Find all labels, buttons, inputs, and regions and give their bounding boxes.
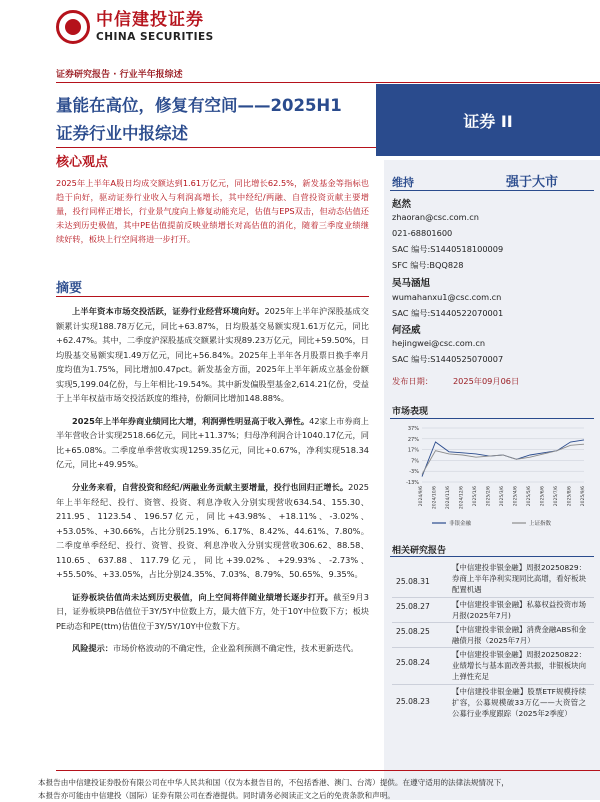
analyst-sac: SAC 编号:S1440518100009 [392,244,504,254]
chart-x-tick-label: 2025/3/6 [500,486,505,507]
abstract-body [56,304,369,664]
chart-x-tick-label: 2025/4/6 [513,486,519,507]
chart-x-tick-label: 2025/7/6 [554,486,559,507]
abstract-paragraph [56,641,369,656]
analyst-name: 何泾威 [392,325,421,336]
analyst-email[interactable]: wumahanxu1@csc.com.cn [392,292,502,302]
paragraph-lead: 分业务来看，自营投资和经纪/两融业务贡献主要增量，投行也回归正增长。 [72,482,349,493]
analyst-email[interactable]: hejingwei@csc.com.cn [392,338,486,348]
abstract-paragraph [56,480,369,582]
abstract-divider [56,296,369,297]
analyst-email[interactable]: zhaoran@csc.com.cn [392,212,479,222]
chart-x-tick-label: 2024/9/6 [419,486,424,507]
market-heading: 市场表现 [392,407,429,417]
paragraph-text: 市场价格波动的不确定性，企业盈利预测不确定性，技术更新迭代。 [112,643,359,654]
chart-x-tick-label: 2025/5/6 [527,486,532,507]
related-report-date: 25.08.31 [396,577,430,586]
chart-x-tick-label: 2024/11/6 [446,486,451,510]
related-report-title[interactable]: 【中信建投非银金融】周报20250829：券商上半年净利实现同比高增，看好板块配置机遇 [452,563,586,594]
report-title-line1: 量能在高位，修复有空间——2025H1 [56,96,342,115]
core-view-heading: 核心观点 [56,155,109,170]
analyst-phone: 021-68801600 [392,228,453,238]
related-divider [390,556,594,557]
abstract-heading: 摘要 [56,281,83,296]
core-view-text: 2025年上半年A股日均成交额达到1.61万亿元，同比增长62.5%，新发基金等指标也趋于向好，驱动证券行业收入与利润高增长，其中经纪/两融、自营投资贡献主要增量，投行同样正增长，行业景气度向上修复动能充足，估值与EPS双击，但动态估值还未达到历史极值，其中PE估值提前反映业绩增长对高估值的消化，随着三季度业绩继续好转，板块上行空间将进一步打开。 [56,178,369,245]
related-report-title[interactable]: 【中信建投非银金融】消费金融ABS和金融债月报（2025年7月） [452,625,586,645]
analyst-sfc: SFC 编号:BQQ828 [392,260,464,270]
rating-divider [390,190,594,191]
paragraph-lead: 风险提示： [72,643,113,654]
paragraph-text: 截至9月3日，证券板块PB估值位于3Y/5Y中位数上方，最大值下方，处于10Y中位数下方；板块PE动态和PE(ttm)估值位于3Y/5Y/10Y中位数下方。 [56,591,369,631]
logo-english-name: CHINA SECURITIES [96,30,214,43]
footer-divider [56,770,600,771]
chart-y-tick-label: -3% [409,469,419,476]
related-separator [392,684,594,685]
paragraph-lead: 上半年资本市场交投活跃，证券行业经营环境向好。 [72,306,265,316]
breadcrumb: 证券研究报告 · 行业半年报综述 [56,70,183,80]
market-divider [390,418,594,419]
disclaimer [38,776,598,802]
publish-date-value: 2025年09月06日 [452,376,520,386]
related-report-date: 25.08.23 [396,697,430,706]
chart-legend-label: 非银金融 [449,521,472,527]
analyst-name: 吴马涵旭 [392,278,431,289]
paragraph-lead: 证券板块估值尚未达到历史极值，向上空间将伴随业绩增长逐步打开。 [72,591,334,602]
market-performance-chart [392,422,592,534]
related-separator [392,597,594,598]
sector-tag-band [376,84,600,156]
related-report-date: 25.08.25 [396,627,430,636]
chart-x-tick-label: 2025/2/6 [486,486,492,507]
chart-y-tick-label: 37% [407,426,419,432]
paragraph-text: 2025年上半年经纪、投行、资管、投资、利息净收入分别实现营收634.54、155.30、211.95、1123.54、196.57亿元，同比+43.98%、+18.11%、-3.02%、+53.05%、+30.66%，占比分别25.19%、6.17%、8.42%、44.61%、7.80%。二季度单季经纪、投行、资管、投资、利息净收入分别实现营收306.62、88.58、110.65、637.88、117.79亿元，同比+39.02%、+29.93%、-2.73%、+55.50%、+33.05%，占比分别24.35%、7.03%、8.79%、50.65%、9.35%。 [56,482,369,580]
related-report-date: 25.08.24 [396,658,430,667]
abstract-paragraph [56,304,369,406]
related-separator [392,622,594,623]
logo-mark-icon [56,10,90,44]
publish-date-label: 发布日期： [392,376,433,386]
disclaimer-line: 本报告亦可能由中信建投（国际）证券有限公司在香港提供。同时请务必阅读正文之后的免责条款和声明。 [38,791,395,800]
chart-y-tick-label: 27% [407,436,419,443]
sector-tag: 证券 II [463,111,513,131]
related-report-date: 25.08.27 [396,602,430,611]
rating-label: 维持 [392,176,414,189]
chart-x-tick-label: 2025/8/6 [567,486,573,507]
chart-y-tick-label: 17% [407,447,419,454]
company-logo [56,10,214,44]
analyst-sac: SAC 编号:S1440522070001 [392,308,504,318]
chart-x-tick-label: 2025/9/6 [581,486,586,507]
chart-legend-label: 上证指数 [529,521,552,527]
header-divider [56,82,600,83]
chart-x-tick-label: 2025/6/6 [540,486,546,507]
publish-date [392,376,519,387]
rating-value: 强于大市 [506,175,559,190]
title-divider [56,147,376,148]
chart-x-tick-label: 2025/1/6 [473,486,478,507]
chart-y-tick-label: 7% [411,458,419,465]
report-title-line2: 证券行业中报综述 [56,124,188,143]
related-report-title[interactable]: 【中信建投非银金融】周报20250822：业绩增长与基本面改善共振，非银板块向上弹性充足 [452,650,586,681]
paragraph-lead: 2025年上半年券商业绩同比大增，利润弹性明显高于收入弹性。 [72,415,310,426]
related-reports-heading: 相关研究报告 [392,546,447,556]
chart-x-tick-label: 2024/12/6 [459,486,465,510]
related-report-title[interactable]: 【中信建投非银金融】私募权益投资市场月报(2025年7月) [452,600,586,620]
related-separator [392,647,594,648]
related-report-title[interactable]: 【中信建投非银金融】股票ETF规模持续扩容，公募规模破33万亿——大资管之公募行业季度跟踪（2025年2季度） [452,687,586,718]
paragraph-text: 2025年上半年沪深股基成交额累计实现188.78万亿元，同比+63.87%，日均股基交易额实现1.61万亿元，同比+62.47%。其中，二季度沪深股基成交额累计实现89.23万亿元，同比+59.50%，日均股基交易额实现1.49万亿元，同比+56.84%。2025年上半年各月股票日换手率月度均值为1.75%，同比增加0.47pct。新发基金方面，2025年上半年新成立基金份额实现5,199.04亿份，与上年相比-19.54%。其中新发偏股型基金2,614.21亿份，受益于上半年权益市场交投活跃度的维持，份额同比增加148.88%。 [56,306,369,404]
disclaimer-line: 本报告由中信建投证券股份有限公司在中华人民共和国（仅为本报告目的，不包括香港、澳门、台湾）提供。在遵守适用的法律法规情况下， [38,778,509,787]
chart-y-tick-label: -13% [406,480,419,486]
paragraph-text: 42家上市券商上半年营收合计实现2518.66亿元，同比+11.37%；归母净利润合计1040.17亿元，同比+65.08%。二季度单季营收实现1259.35亿元，同比+0.67%，净利实现518.34亿元，同比+49.95%。 [56,415,369,470]
abstract-paragraph [56,590,369,634]
abstract-paragraph [56,414,369,472]
chart-x-tick-label: 2024/10/6 [432,486,438,510]
analyst-name: 赵然 [392,199,412,210]
logo-chinese-name: 中信建投证券 [96,9,204,30]
analyst-sac: SAC 编号:S1440525070007 [392,354,504,364]
